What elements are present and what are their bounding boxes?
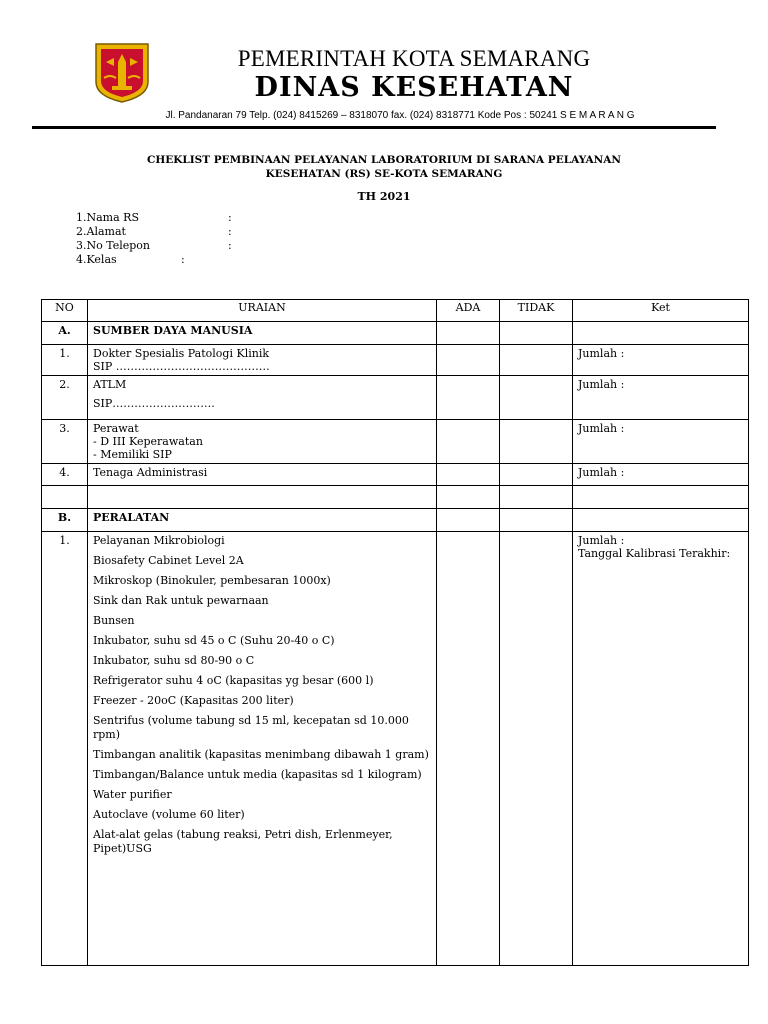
table-row [42,345,749,376]
section-b-tidak[interactable] [500,509,573,532]
header-ada: ADA [437,300,500,322]
row-a1-line2: SIP …………………………………… [93,360,270,373]
equipment-item: Biosafety Cabinet Level 2A [93,554,244,567]
equipment-item: Timbangan analitik (kapasitas menimbang dibawah 1 gram) [93,748,429,761]
row-a2-tidak[interactable] [500,376,573,420]
row-a3-no: 3. [42,420,88,464]
empty-row [42,486,749,509]
section-a-ket[interactable] [573,322,749,345]
row-a2-ada[interactable] [437,376,500,420]
row-b1-ket-kalibrasi: Tanggal Kalibrasi Terakhir: [578,547,731,560]
row-a4-ada[interactable] [437,464,500,486]
row-b1-uraian [88,532,437,966]
equipment-item: Refrigerator suhu 4 oC (kapasitas yg besar (600 l) [93,674,374,687]
department-name: DINAS KESEHATAN [254,72,574,103]
row-a3-ket: Jumlah : [573,420,749,464]
row-a4-no: 4. [42,464,88,486]
row-a2-line1: ATLM [93,378,127,391]
equipment-item: Sink dan Rak untuk pewarnaan [93,594,269,607]
header-tidak: TIDAK [500,300,573,322]
row-a3-uraian [88,420,437,464]
table-row [42,532,749,966]
row-a1-no: 1. [42,345,88,376]
department-address: Jl. Pandanaran 79 Telp. (024) 8415269 – 8318070 fax. (024) 8318771 Kode Pos : 50241 S E M A R A N G [165,110,635,121]
section-b-row [42,509,749,532]
header-uraian: URAIAN [88,300,437,322]
info-nama-colon: : [228,211,232,224]
table-row [42,376,749,420]
row-b1-no: 1. [42,532,88,966]
row-a3-line2: - D III Keperawatan [93,435,203,448]
empty-tidak[interactable] [500,486,573,509]
table-header-row [42,300,749,322]
equipment-item: Pelayanan Mikrobiologi [93,534,225,547]
row-a2-line2: SIP………………………. [93,397,215,410]
info-alamat-colon: : [228,225,232,238]
checklist-table [41,299,749,966]
empty-ada[interactable] [437,486,500,509]
section-b-no: B. [42,509,88,532]
equipment-item: Sentrifus (volume tabung sd 15 ml, kecepatan sd 10.000 rpm) [93,714,409,741]
row-b1-ket [573,532,749,966]
title-line-2: KESEHATAN (RS) SE-KOTA SEMARANG [265,168,503,180]
section-a-tidak[interactable] [500,322,573,345]
info-telepon-colon: : [228,239,232,252]
equipment-item: Freezer - 20oC (Kapasitas 200 liter) [93,694,294,707]
document-year: TH 2021 [357,190,411,203]
row-b1-ada[interactable] [437,532,500,966]
info-kelas-label: 4.Kelas [76,253,117,266]
section-a-no: A. [42,322,88,345]
government-name: PEMERINTAH KOTA SEMARANG [237,46,591,71]
title-line-1: CHEKLIST PEMBINAAN PELAYANAN LABORATORIUM DI SARANA PELAYANAN [146,154,622,166]
section-b-ket[interactable] [573,509,749,532]
table-row [42,464,749,486]
row-a3-tidak[interactable] [500,420,573,464]
row-a3-ada[interactable] [437,420,500,464]
header-divider [32,126,716,129]
row-a4-ket: Jumlah : [573,464,749,486]
section-a-row [42,322,749,345]
row-a3-line1: Perawat [93,422,139,435]
info-nama-label: 1.Nama RS [76,211,139,224]
equipment-item: Mikroskop (Binokuler, pembesaran 1000x) [93,574,331,587]
section-a-ada[interactable] [437,322,500,345]
row-b1-ket-jumlah: Jumlah : [578,534,625,547]
equipment-item: Inkubator, suhu sd 45 o C (Suhu 20-40 o C) [93,634,335,647]
empty-uraian [88,486,437,509]
row-a1-tidak[interactable] [500,345,573,376]
section-b-ada[interactable] [437,509,500,532]
info-alamat-label: 2.Alamat [76,225,126,238]
row-a4-tidak[interactable] [500,464,573,486]
row-a2-ket: Jumlah : [573,376,749,420]
info-kelas-colon: : [181,253,185,266]
equipment-item: Inkubator, suhu sd 80-90 o C [93,654,255,667]
document-title [60,153,708,181]
header-ket: Ket [573,300,749,322]
row-a2-no: 2. [42,376,88,420]
table-row [42,420,749,464]
empty-ket[interactable] [573,486,749,509]
section-a-title: SUMBER DAYA MANUSIA [88,322,437,345]
row-a1-ket: Jumlah : [573,345,749,376]
section-b-title: PERALATAN [88,509,437,532]
empty-no [42,486,88,509]
row-a4-uraian: Tenaga Administrasi [88,464,437,486]
info-telepon-label: 3.No Telepon [76,239,151,252]
row-b1-tidak[interactable] [500,532,573,966]
city-emblem-logo [92,42,152,104]
row-a1-line1: Dokter Spesialis Patologi Klinik [93,347,270,360]
equipment-item: Water purifier [93,788,172,801]
row-a2-uraian [88,376,437,420]
row-a3-line3: - Memiliki SIP [93,448,172,461]
row-a1-uraian [88,345,437,376]
equipment-item: Bunsen [93,614,135,627]
equipment-item: Alat-alat gelas (tabung reaksi, Petri dish, Erlenmeyer, Pipet)USG [93,828,393,855]
row-a1-ada[interactable] [437,345,500,376]
equipment-item: Autoclave (volume 60 liter) [93,808,245,821]
equipment-item: Timbangan/Balance untuk media (kapasitas sd 1 kilogram) [93,768,422,781]
header-no: NO [42,300,88,322]
